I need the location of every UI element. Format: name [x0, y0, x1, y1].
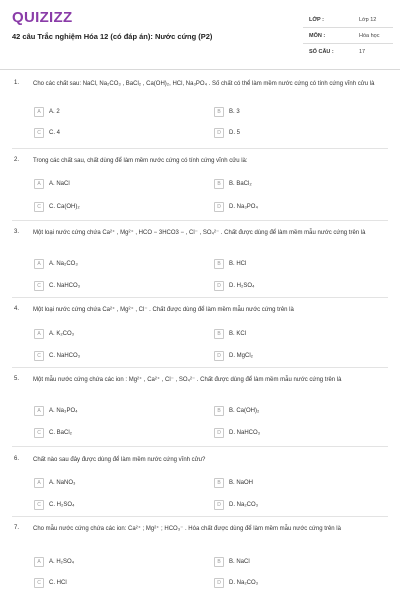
option-letter-box: B	[214, 557, 224, 567]
divider	[12, 516, 388, 517]
meta-row-subject	[303, 28, 393, 44]
option-text: D. NaHCO₃	[229, 429, 261, 436]
document-title: 42 câu Trắc nghiệm Hóa 12 (có đáp án): Nước cứng (P2)	[12, 32, 213, 41]
question-text: Trong các chất sau, chất dùng để làm mềm nước cứng có tính cứng vĩnh cửu là:	[33, 158, 248, 164]
option-c[interactable]	[34, 280, 80, 291]
meta-value: Lớp 12	[359, 16, 377, 23]
divider	[12, 220, 388, 221]
question-text: Cho mẫu nước cứng chứa các ion: Ca²⁺ ; Mg²⁺ ; HCO₃⁻ . Hóa chất được dùng để làm mềm mẫu nước cứng trên là	[33, 526, 341, 532]
option-text: A. 2	[49, 108, 60, 115]
option-letter-box: A	[34, 329, 44, 339]
option-letter-box: B	[214, 478, 224, 488]
option-b[interactable]	[214, 477, 253, 488]
option-d[interactable]	[214, 350, 253, 361]
option-letter-box: D	[214, 500, 224, 510]
option-b[interactable]	[214, 106, 240, 117]
option-text: C. NaHCO₃	[49, 352, 81, 359]
option-letter-box: A	[34, 179, 44, 189]
option-c[interactable]	[34, 499, 74, 510]
meta-table	[303, 12, 393, 60]
option-text: B. HCl	[229, 260, 247, 267]
question-number: 2.	[14, 157, 20, 163]
option-letter-box: A	[34, 406, 44, 416]
option-letter-box: D	[214, 351, 224, 361]
option-text: A. NaCl	[49, 180, 70, 187]
option-a[interactable]	[34, 178, 70, 189]
option-c[interactable]	[34, 427, 72, 438]
divider	[12, 367, 388, 368]
option-letter-box: B	[214, 329, 224, 339]
option-text: C. H₂SO₄	[49, 501, 75, 508]
option-d[interactable]	[214, 499, 258, 510]
option-text: B. NaCl	[229, 558, 250, 565]
question-number: 3.	[14, 229, 20, 235]
option-letter-box: B	[214, 259, 224, 269]
meta-row-count	[303, 44, 393, 60]
option-letter-box: B	[214, 179, 224, 189]
option-letter-box: C	[34, 428, 44, 438]
option-letter-box: C	[34, 281, 44, 291]
option-c[interactable]	[34, 127, 60, 138]
option-c[interactable]	[34, 350, 80, 361]
option-text: D. Na₂CO₃	[229, 579, 259, 586]
divider	[12, 446, 388, 447]
option-text: C. Ca(OH)₂	[49, 203, 80, 210]
option-letter-box: A	[34, 259, 44, 269]
option-b[interactable]	[214, 178, 252, 189]
option-text: C. NaHCO₃	[49, 282, 81, 289]
option-c[interactable]	[34, 577, 67, 588]
option-letter-box: C	[34, 578, 44, 588]
meta-key: LỚP :	[309, 16, 324, 23]
option-text: B. NaOH	[229, 479, 254, 486]
option-a[interactable]	[34, 477, 75, 488]
option-d[interactable]	[214, 201, 258, 212]
option-text: B. 3	[229, 108, 240, 115]
question-text: Một loại nước cứng chứa Ca²⁺ , Mg²⁺ , HCO − 3HCO3 − , Cl⁻ , SO₄²⁻ . Chất được dùng để làm mềm mẫu nước cứng trên là	[33, 230, 366, 236]
quizizz-logo[interactable]: QUIZIZZ	[12, 9, 73, 26]
meta-value: Hóa học	[359, 32, 380, 39]
option-b[interactable]	[214, 405, 259, 416]
question-number: 5.	[14, 376, 20, 382]
question-number: 6.	[14, 456, 20, 462]
option-letter-box: D	[214, 428, 224, 438]
option-text: D. Na₂CO₃	[229, 501, 259, 508]
option-letter-box: B	[214, 406, 224, 416]
question-number: 7.	[14, 525, 20, 531]
option-letter-box: A	[34, 557, 44, 567]
meta-key: SỐ CÂU :	[309, 49, 334, 55]
option-a[interactable]	[34, 328, 74, 339]
option-text: D. Na₃PO₄	[229, 203, 258, 210]
option-text: A. NaNO₃	[49, 479, 76, 486]
option-letter-box: A	[34, 478, 44, 488]
option-letter-box: C	[34, 202, 44, 212]
option-d[interactable]	[214, 127, 240, 138]
option-text: C. BaCl₂	[49, 429, 73, 436]
option-a[interactable]	[34, 106, 60, 117]
question-text: Một loại nước cứng chứa Ca²⁺ , Mg²⁺ , Cl⁻ . Chất được dùng để làm mềm mẫu nước cứng trên là	[33, 307, 294, 313]
question-number: 4.	[14, 306, 20, 312]
option-text: C. 4	[49, 129, 61, 136]
meta-row-class	[303, 12, 393, 28]
option-text: A. Na₃PO₄	[49, 407, 78, 414]
option-letter-box: D	[214, 128, 224, 138]
option-d[interactable]	[214, 427, 260, 438]
option-c[interactable]	[34, 201, 80, 212]
option-text: A. H₂SO₄	[49, 558, 75, 565]
divider	[12, 148, 388, 149]
option-d[interactable]	[214, 577, 258, 588]
option-letter-box: A	[34, 107, 44, 117]
question-text: Một mẫu nước cứng chứa các ion : Mg²⁺ , Ca²⁺ , Cl⁻ , SO₄²⁻ . Chất được dùng để làm mềm mẫu nước cứng trên là	[33, 377, 342, 383]
option-text: C. HCl	[49, 579, 67, 586]
option-letter-box: C	[34, 128, 44, 138]
option-a[interactable]	[34, 258, 78, 269]
option-letter-box: C	[34, 351, 44, 361]
option-letter-box: C	[34, 500, 44, 510]
meta-value: 17	[359, 49, 366, 55]
option-text: D. MgCl₂	[229, 352, 253, 359]
option-text: A. K₂CO₃	[49, 330, 75, 337]
option-text: D. 5	[229, 129, 241, 136]
option-text: A. Na₂CO₃	[49, 260, 78, 267]
question-text: Chất nào sau đây được dùng để làm mềm nước cứng vĩnh cửu?	[33, 457, 206, 463]
option-b[interactable]	[214, 258, 246, 269]
option-a[interactable]	[34, 556, 74, 567]
option-b[interactable]	[214, 556, 250, 567]
question-text: Cho các chất sau: NaCl, Na₂CO₃ , BaCl₂ , Ca(OH)₂, HCl, Na₃PO₄ . Số chất có thể làm mềm nước cứng có tính cứng vĩnh cửu là	[33, 81, 375, 87]
document-header	[0, 0, 400, 70]
option-letter-box: D	[214, 202, 224, 212]
question-number: 1.	[14, 80, 20, 86]
meta-key: MÔN :	[309, 32, 326, 39]
option-letter-box: D	[214, 281, 224, 291]
option-b[interactable]	[214, 328, 246, 339]
option-d[interactable]	[214, 280, 254, 291]
divider	[12, 297, 388, 298]
option-a[interactable]	[34, 405, 78, 416]
option-text: B. BaCl₂	[229, 180, 252, 187]
option-text: B. Ca(OH)₂	[229, 407, 260, 414]
option-text: D. H₂SO₄	[229, 282, 255, 289]
option-letter-box: B	[214, 107, 224, 117]
option-letter-box: D	[214, 578, 224, 588]
option-text: B. KCl	[229, 330, 247, 337]
